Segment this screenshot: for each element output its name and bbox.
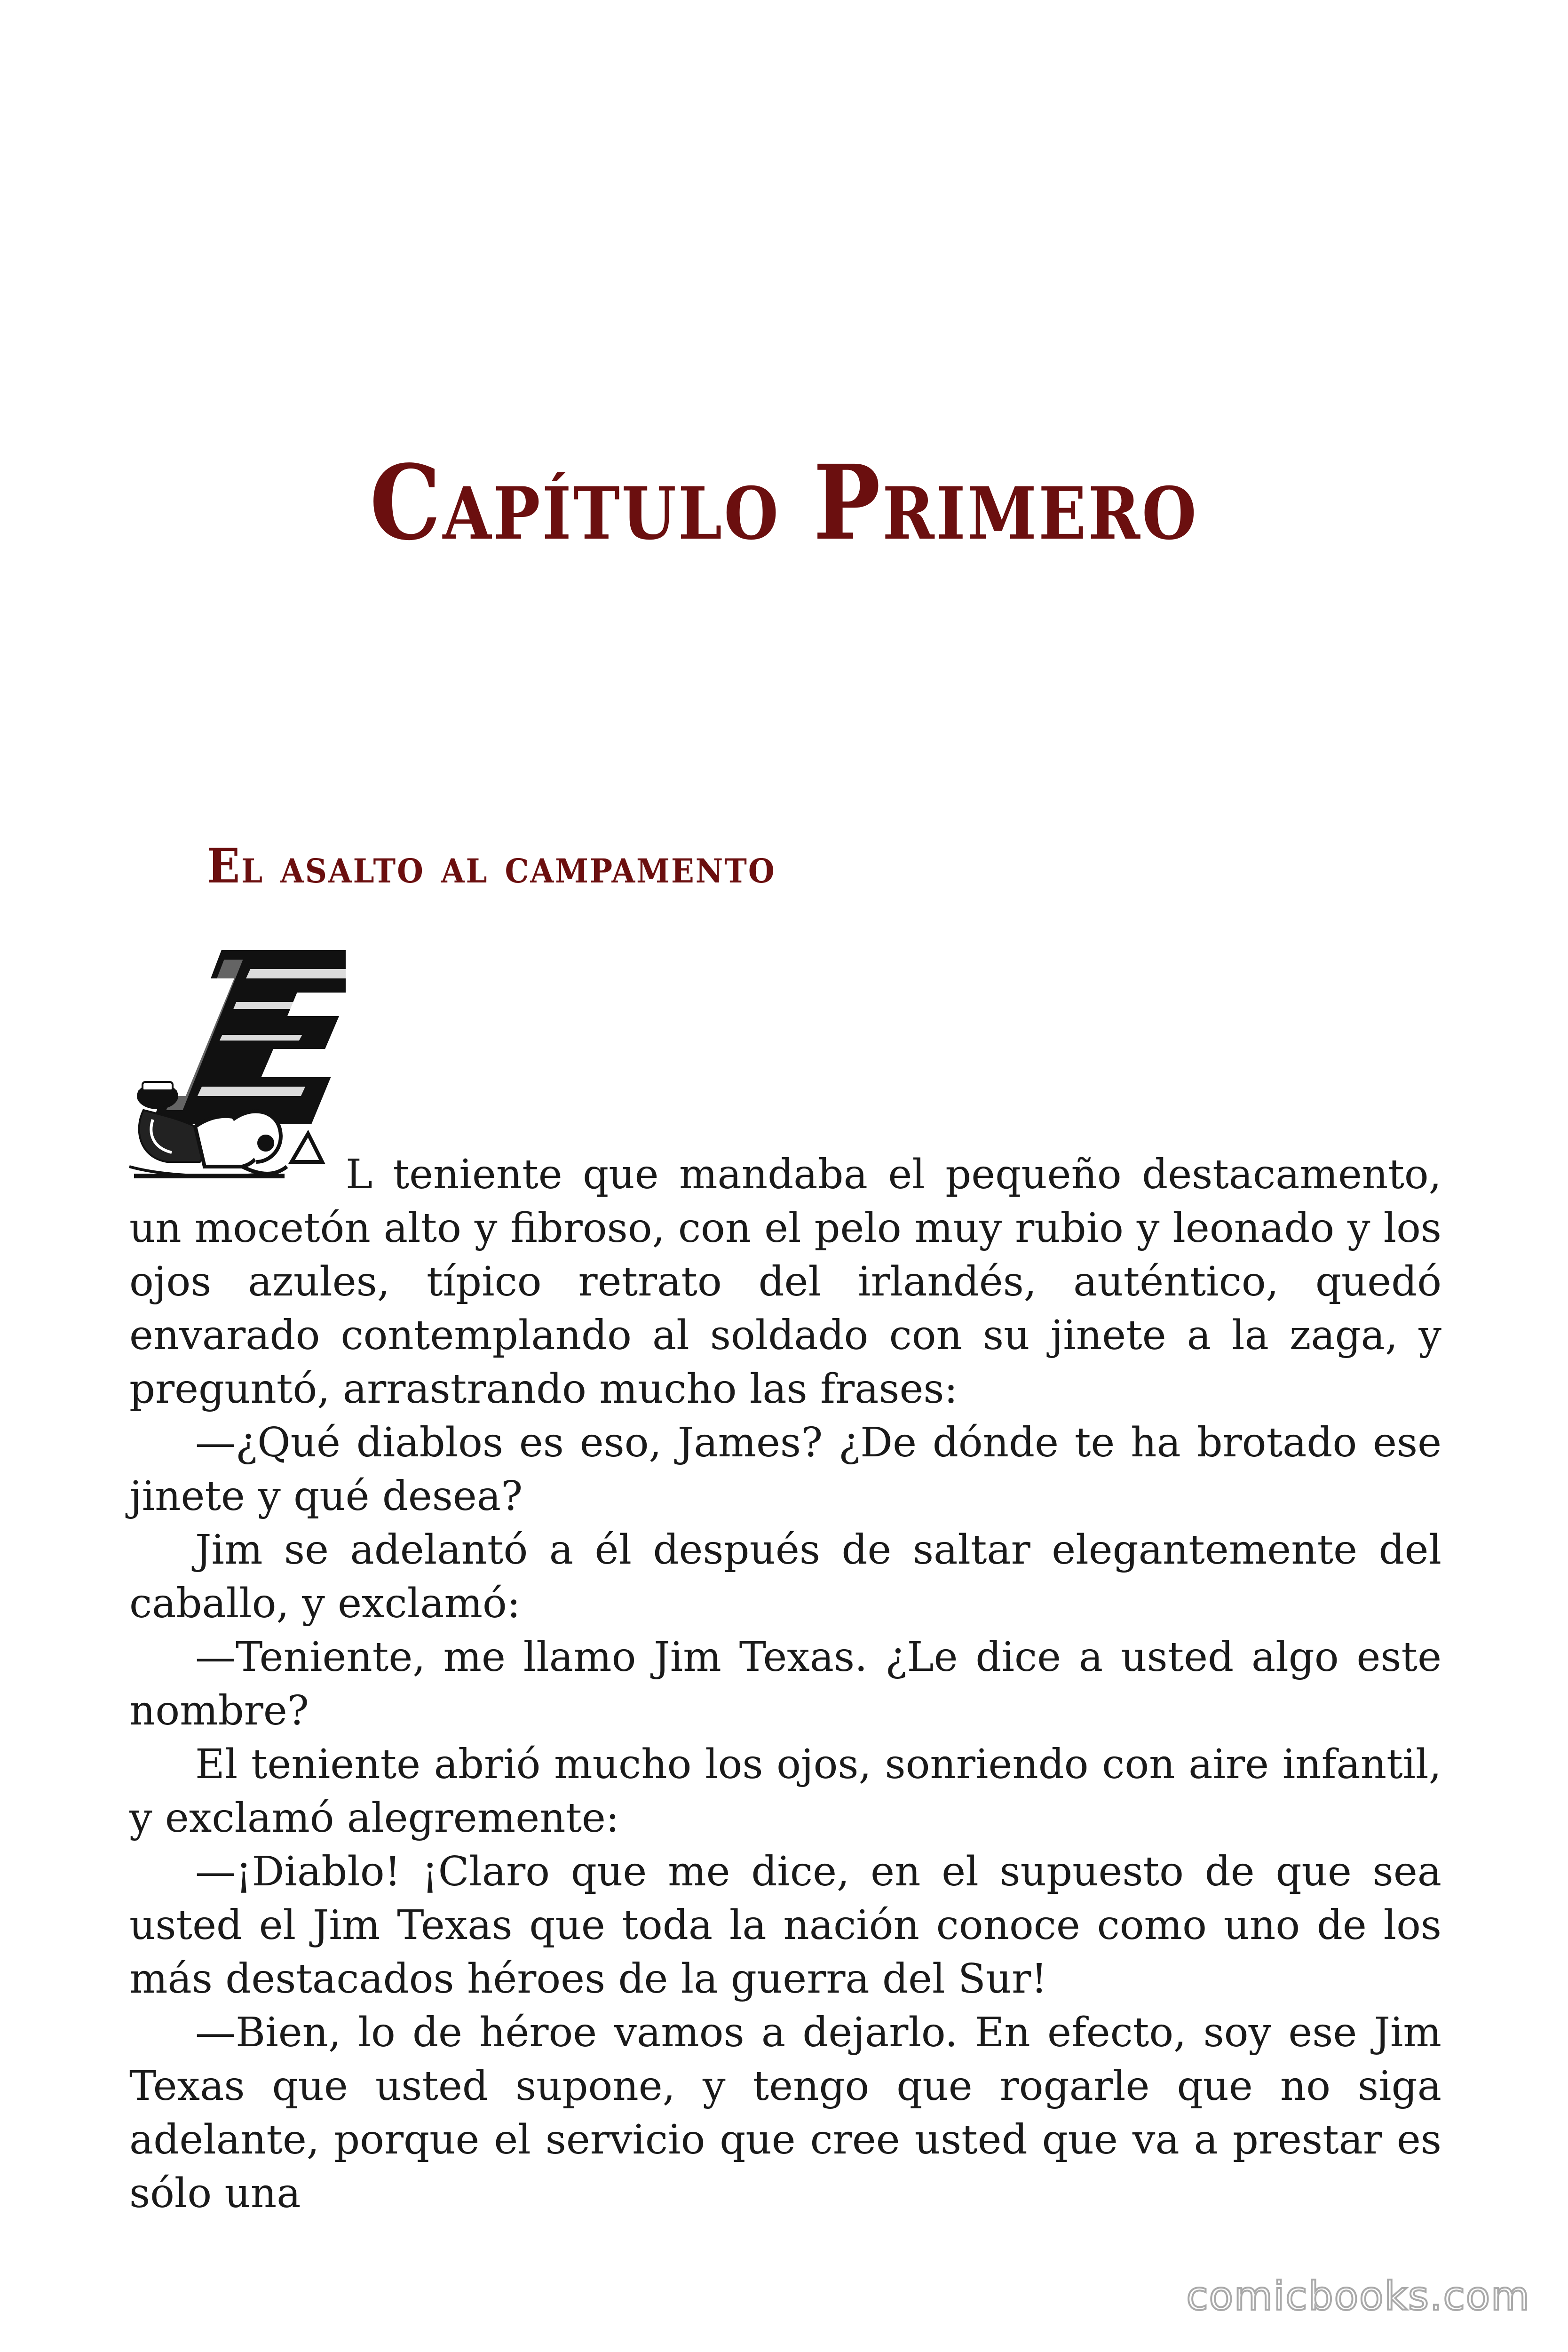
- section-title: El asalto al campamento: [207, 838, 776, 894]
- paragraph: —¿Qué diablos es eso, James? ¿De dónde te ha brotado ese jinete y qué desea?: [129, 1419, 1441, 1520]
- watermark: comicbooks.com: [1186, 2273, 1530, 2319]
- paragraph: —Teniente, me llamo Jim Texas. ¿Le dice a usted algo este nombre?: [129, 1634, 1441, 1734]
- paragraph: L teniente que mandaba el pequeño destacamento, un mocetón alto y fibroso, con el pelo muy rubio y leonado y los ojos azules, típico retrato del irlandés, auténtico, quedó envarado contemplando al soldado con su jinete a la zaga, y preguntó, arrastrando mucho las frases:: [129, 1151, 1441, 1413]
- paragraph: El teniente abrió mucho los ojos, sonriendo con aire infantil, y exclamó alegremente:: [129, 1741, 1441, 1842]
- body-text: [129, 1148, 1441, 2220]
- paragraph: —¡Diablo! ¡Claro que me dice, en el supuesto de que sea usted el Jim Texas que toda la nación conoce como uno de los más destacados héroes de la guerra del Sur!: [129, 1848, 1441, 2002]
- paragraph: —Bien, lo de héroe vamos a dejarlo. En efecto, soy ese Jim Texas que usted supone, y tengo que rogarle que no siga adelante, porque el servicio que cree usted que va a prestar es sólo una: [129, 2009, 1441, 2217]
- paragraph: Jim se adelantó a él después de saltar elegantemente del caballo, y exclamó:: [129, 1526, 1441, 1627]
- chapter-title: Capítulo Primero: [370, 442, 1198, 563]
